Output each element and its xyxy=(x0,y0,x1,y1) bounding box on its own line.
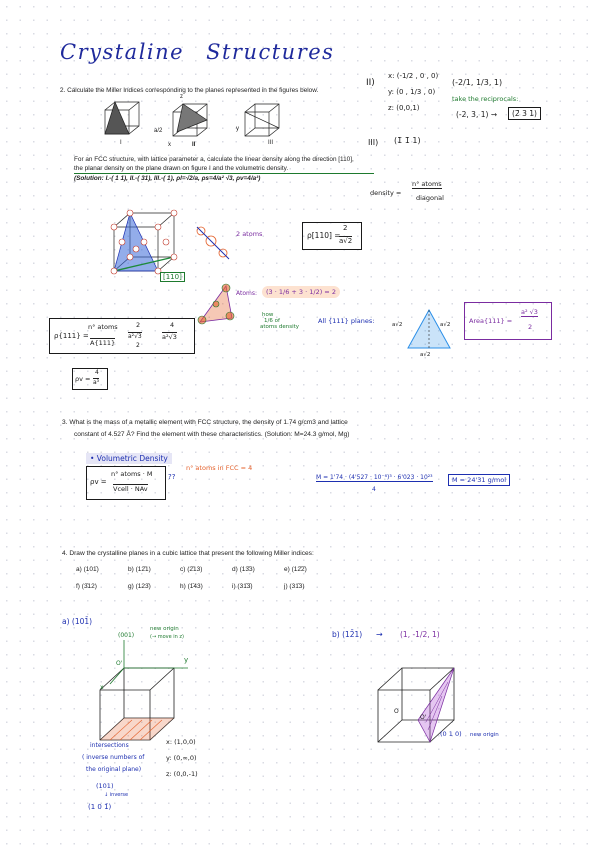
q3-line-1: 3. What is the mass of a metallic element with FCC structure, the density of 1.74 g/cm3 and lattice xyxy=(62,419,348,426)
rho-v-formula-box xyxy=(86,466,166,500)
area-num: a² √3 xyxy=(521,308,538,316)
rho-s-den-2a: a²√3 xyxy=(128,333,142,340)
rho-110-den: a√2 xyxy=(339,237,353,245)
rho-110-num: 2 xyxy=(343,224,348,232)
inverse-note-2: the original plane) xyxy=(86,766,142,773)
area-box xyxy=(464,302,552,340)
rho-v-num: 4 xyxy=(95,369,99,376)
part-b-arrow: → xyxy=(376,630,383,639)
plane-101: (101) xyxy=(96,782,114,790)
q4-row-2 xyxy=(76,583,356,595)
hand-x-line: x: (-1/2 , 0 , 0) xyxy=(388,72,439,80)
q4-item-e: e) (12̄2̄) xyxy=(284,566,307,573)
rho-s-den-2b: 2 xyxy=(136,342,140,349)
fig-label-half: a/2 xyxy=(154,128,163,134)
hand-ii: II) xyxy=(366,78,375,88)
hand-take-recip: take the reciprocals: xyxy=(452,95,519,103)
rho-s-num-1: n° atoms xyxy=(88,323,118,331)
q4-item-g: g) (123̄) xyxy=(128,583,151,590)
hand-density-den: diagonal xyxy=(416,194,444,202)
triangle-bottom-side: a√2 xyxy=(420,352,431,358)
rho-s-den-3: a²√3 xyxy=(162,333,177,341)
rho-v-formula-lhs: ρv = xyxy=(90,478,107,486)
rho-s-den-1: A{111} xyxy=(90,339,116,347)
intersection-z: z: (0,0,-1) xyxy=(166,770,198,778)
title-word-1: Crystaline xyxy=(60,40,185,64)
rho-110-lhs: ρ[110] = xyxy=(307,231,341,240)
hand-y-line: y: (0 , 1/3 , 0) xyxy=(388,88,436,96)
part-a-y-axis: y xyxy=(184,656,189,664)
q4-item-j: j) (31̄3) xyxy=(284,583,305,590)
fig-axis-z: z xyxy=(180,94,183,100)
hand-bracket: (-2/1, 1/3, 1) xyxy=(452,78,503,87)
q3-line-2: constant of 4.527 Å? Find the element with these characteristics. (Solution: M=24.3 g/mol, Mg) xyxy=(74,431,350,438)
cube-2 xyxy=(173,104,207,136)
fig-roman-1: I xyxy=(120,140,122,146)
rho-s-lhs: ρ{111} = xyxy=(54,332,89,340)
rho-v-box xyxy=(72,368,108,390)
hand-iii-value: (1̄ 1̄ 1) xyxy=(394,136,421,145)
part-a-o-prime: O' xyxy=(116,660,123,667)
title-word-2: Structures xyxy=(206,40,335,64)
part-b-o-prime: O' xyxy=(420,714,427,721)
rho-s-num-3: 4 xyxy=(170,321,175,329)
part-b-origin-coords: (0 1 0) xyxy=(440,730,462,738)
fig-roman-2: II xyxy=(192,142,196,148)
part-b-new-origin: new origin xyxy=(470,732,499,738)
atom-note-2: 1/6 of xyxy=(264,318,280,324)
part-b-origin-o: O xyxy=(394,708,399,715)
volumetric-heading: • Volumetric Density xyxy=(86,453,172,464)
triangle-right-side: a√2 xyxy=(440,322,451,328)
rho-s-num-2: 2 xyxy=(136,321,141,329)
part-b-tuple: (1, -1/2, 1) xyxy=(400,630,440,639)
intersection-x: x: (1,0,0) xyxy=(166,738,196,746)
area-label: Area{111} = xyxy=(469,317,513,325)
cube-1 xyxy=(105,102,139,134)
page-title xyxy=(60,40,356,64)
hand-iii: III) xyxy=(368,138,379,147)
plane-111-triangle xyxy=(404,308,454,354)
rho-v-formula-num: n° atoms · M xyxy=(111,470,153,478)
fig-axis-y: y xyxy=(236,126,239,132)
q4-item-d: d) (13̄3) xyxy=(232,566,255,573)
part-a-origin-label: (001) xyxy=(118,632,135,639)
two-atoms-note: 2 atoms xyxy=(236,230,263,238)
fcc-direction-label: [110] xyxy=(160,272,185,282)
hand-result: (-2, 3, 1) → xyxy=(456,110,498,119)
hand-z-line: z: (0,0,1) xyxy=(388,104,420,112)
q4-item-h: h) (1̄43) xyxy=(180,583,203,590)
atoms-label: Atoms: xyxy=(236,290,258,297)
n-atoms-fcc-note: n° atoms in FCC = 4 xyxy=(186,464,253,472)
part-a-label: a) (101̄) xyxy=(62,617,93,626)
rho-s-box xyxy=(49,318,195,354)
fcc-line-2: the planar density on the plane drawn on figure I and the volumetric density. xyxy=(74,164,374,174)
part-a-x-axis: x xyxy=(100,684,104,691)
part-a-new-origin-2: (→ move in z) xyxy=(150,634,185,640)
rho-110-box xyxy=(302,222,362,250)
hand-density-num: n° atoms xyxy=(412,180,442,188)
hand-result-box: (2̄ 3 1) xyxy=(508,107,541,120)
atom-note-1: how xyxy=(262,312,274,318)
fig-roman-3: III xyxy=(268,140,274,146)
part-a-new-origin: new origin xyxy=(150,626,179,632)
rho-v-den: a³ xyxy=(93,379,100,386)
q4-row-1 xyxy=(76,566,356,578)
mass-expression-den: 4 xyxy=(372,486,376,493)
question-marks: ?? xyxy=(168,473,176,481)
area-den: 2 xyxy=(528,323,533,331)
part-a-cube xyxy=(80,640,210,750)
plane-10-1: (1 0 1̄) xyxy=(88,803,112,811)
intersections-label: intersections xyxy=(90,742,129,749)
q4-item-b: b) (12̄1) xyxy=(128,566,151,573)
rho-v-lhs: ρv = xyxy=(75,375,91,383)
atoms-expression: (3 · 1/6 + 3 · 1/2) = 2 xyxy=(262,286,340,298)
fig-axis-x: x xyxy=(168,142,171,148)
part-b-cube xyxy=(368,650,488,760)
atoms-triangle xyxy=(196,282,236,326)
q4-prompt: 4. Draw the crystalline planes in a cubic lattice that present the following Miller indices: xyxy=(62,550,314,557)
part-b-label: b) (12̄1) xyxy=(332,630,363,639)
q4-item-c: c) (2̄13) xyxy=(180,566,203,573)
q4-item-f: f) (3̄12) xyxy=(76,583,97,590)
mass-result: M = 24'31 g/mol xyxy=(448,474,510,486)
q2-solution: (Solution: I.-( 1 1), II.-( 31), III.-( 1), ρl=√2/a, ρs=4/a² √3, ρv=4/a³) xyxy=(74,175,261,182)
q2-prompt: 2. Calculate the Miller Indices corresponding to the planes represented in the figures below. xyxy=(60,87,319,94)
q4-item-a: a) (101̄) xyxy=(76,566,99,573)
all-planes-label: All {111} planes: xyxy=(318,317,375,325)
cube-3 xyxy=(245,104,279,136)
q4-grid xyxy=(76,566,356,595)
hand-density-label: density = xyxy=(370,189,402,197)
triangle-left-side: a√2 xyxy=(392,322,403,328)
inverse-arrow: ↓ inverse xyxy=(104,792,129,798)
q4-item-i: i) (31̄3̄) xyxy=(232,583,253,590)
line-110-circles xyxy=(195,225,235,265)
intersection-y: y: (0,∞,0) xyxy=(166,754,197,762)
rho-v-formula-den: Vcell · NAv xyxy=(113,485,148,493)
fcc-line-1: For an FCC structure, with lattice parameter a, calculate the linear density along the direction [110], xyxy=(74,156,354,163)
inverse-note-1: ( inverse numbers of xyxy=(82,754,145,761)
atom-note-3: atoms density xyxy=(260,324,300,330)
mass-expression: M = 1'74 · (4'527 · 10⁻⁸)³ · 6'023 · 10²³ xyxy=(316,474,433,481)
